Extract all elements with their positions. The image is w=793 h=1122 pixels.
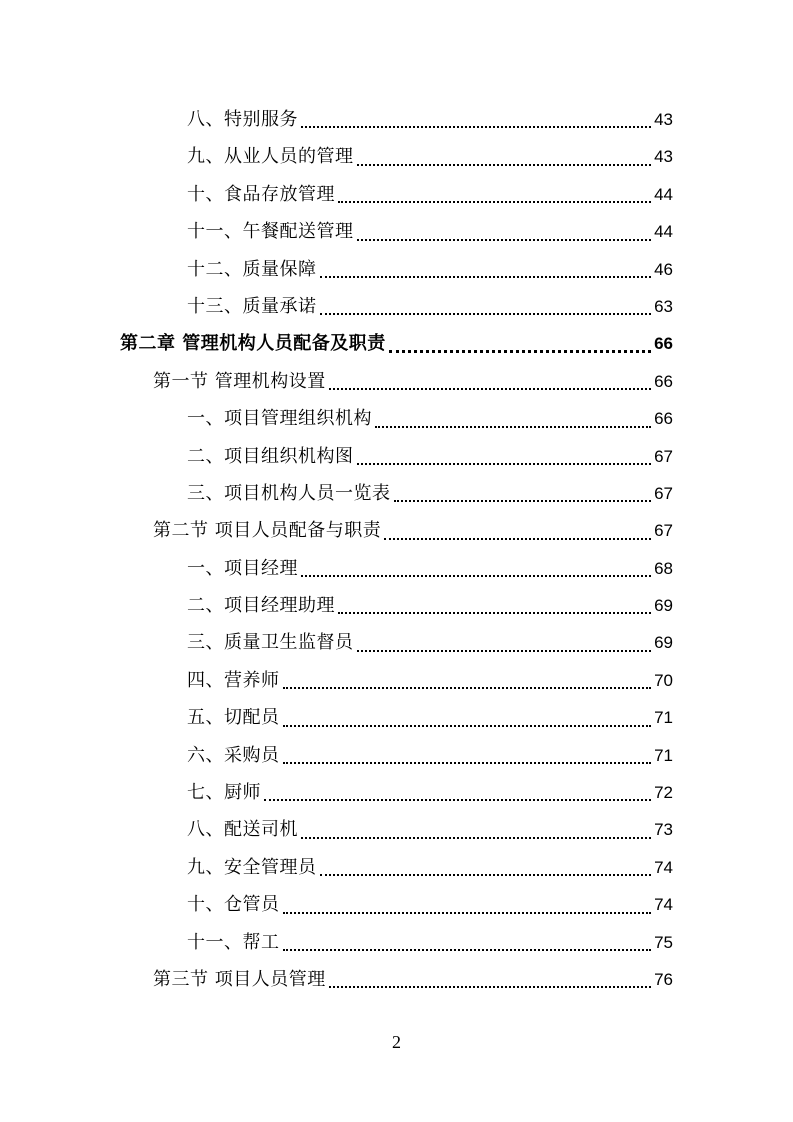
toc-entry-page-number: 43 xyxy=(654,110,673,129)
toc-item-entry[interactable] xyxy=(0,400,793,437)
toc-entry-title: 第二节 项目人员配备与职责 xyxy=(153,520,382,542)
toc-entry-title: 九、安全管理员 xyxy=(187,856,317,878)
toc-chapter-entry[interactable] xyxy=(0,325,793,362)
toc-dot-leader xyxy=(320,849,652,886)
toc-entry-page-number: 66 xyxy=(654,409,673,429)
toc-entry-title: 十、食品存放管理 xyxy=(187,183,335,205)
toc-dot-leader xyxy=(301,811,651,848)
toc-entry-page-number: 63 xyxy=(654,296,673,316)
toc-entry-page-number: 44 xyxy=(654,222,673,242)
toc-dot-leader xyxy=(338,587,651,624)
toc-entry-page-number: 43 xyxy=(654,147,673,167)
toc-dot-leader xyxy=(389,325,651,362)
toc-dot-leader xyxy=(357,438,652,475)
toc-section-entry[interactable] xyxy=(0,512,793,549)
toc-dot-leader xyxy=(384,512,651,549)
toc-item-entry[interactable] xyxy=(0,624,793,661)
toc-entry-title: 一、项目经理 xyxy=(187,557,298,579)
table-of-contents xyxy=(0,101,793,998)
toc-entry-page-number: 67 xyxy=(654,521,673,541)
toc-item-entry[interactable] xyxy=(0,138,793,175)
toc-entry-page-number: 74 xyxy=(654,895,673,915)
toc-entry-title: 三、质量卫生监督员 xyxy=(187,632,354,654)
toc-dot-leader xyxy=(329,363,651,400)
toc-entry-page-number: 76 xyxy=(654,969,673,989)
toc-dot-leader xyxy=(357,138,652,175)
toc-item-entry[interactable] xyxy=(0,849,793,886)
toc-entry-page-number: 46 xyxy=(654,259,673,279)
toc-item-entry[interactable] xyxy=(0,475,793,512)
toc-item-entry[interactable] xyxy=(0,811,793,848)
toc-entry-title: 十三、质量承诺 xyxy=(187,295,317,317)
toc-entry-title: 二、项目经理助理 xyxy=(187,595,335,617)
toc-item-entry[interactable] xyxy=(0,699,793,736)
toc-entry-title: 六、采购员 xyxy=(187,744,280,766)
toc-item-entry[interactable] xyxy=(0,288,793,325)
toc-entry-page-number: 72 xyxy=(654,783,673,803)
toc-entry-title: 一、项目管理组织机构 xyxy=(187,408,372,430)
toc-entry-page-number: 71 xyxy=(654,708,673,728)
toc-entry-page-number: 70 xyxy=(654,670,673,690)
toc-entry-title: 第三节 项目人员管理 xyxy=(153,968,326,990)
toc-item-entry[interactable] xyxy=(0,662,793,699)
toc-entry-page-number: 44 xyxy=(654,184,673,204)
toc-entry-title: 十二、质量保障 xyxy=(187,258,317,280)
toc-item-entry[interactable] xyxy=(0,438,793,475)
toc-dot-leader xyxy=(264,774,651,811)
toc-section-entry[interactable] xyxy=(0,961,793,998)
toc-entry-page-number: 69 xyxy=(654,633,673,653)
toc-dot-leader xyxy=(357,624,652,661)
toc-entry-page-number: 66 xyxy=(654,371,673,391)
toc-entry-title: 十一、午餐配送管理 xyxy=(187,221,354,243)
toc-dot-leader xyxy=(283,737,652,774)
toc-entry-page-number: 68 xyxy=(654,558,673,578)
toc-entry-page-number: 69 xyxy=(654,596,673,616)
page-number: 2 xyxy=(392,1032,401,1052)
toc-entry-title: 十一、帮工 xyxy=(187,931,280,953)
toc-entry-title: 五、切配员 xyxy=(187,707,280,729)
toc-item-entry[interactable] xyxy=(0,774,793,811)
toc-entry-page-number: 67 xyxy=(654,446,673,466)
toc-entry-title: 八、配送司机 xyxy=(187,819,298,841)
toc-entry-title: 三、项目机构人员一览表 xyxy=(187,482,391,504)
toc-entry-title: 七、厨师 xyxy=(187,782,261,804)
toc-item-entry[interactable] xyxy=(0,737,793,774)
toc-item-entry[interactable] xyxy=(0,550,793,587)
toc-entry-title: 二、项目组织机构图 xyxy=(187,445,354,467)
toc-dot-leader xyxy=(283,699,652,736)
toc-entry-title: 九、从业人员的管理 xyxy=(187,146,354,168)
toc-dot-leader xyxy=(283,662,652,699)
toc-entry-title: 第二章 管理机构人员配备及职责 xyxy=(120,333,386,355)
toc-entry-page-number: 74 xyxy=(654,857,673,877)
toc-entry-page-number: 67 xyxy=(654,483,673,503)
toc-item-entry[interactable] xyxy=(0,213,793,250)
toc-dot-leader xyxy=(283,924,652,961)
toc-dot-leader xyxy=(320,251,652,288)
toc-dot-leader xyxy=(320,288,652,325)
toc-dot-leader xyxy=(329,961,651,998)
toc-item-entry[interactable] xyxy=(0,176,793,213)
toc-item-entry[interactable] xyxy=(0,101,793,138)
toc-item-entry[interactable] xyxy=(0,587,793,624)
toc-entry-page-number: 71 xyxy=(654,745,673,765)
toc-item-entry[interactable] xyxy=(0,886,793,923)
toc-entry-page-number: 66 xyxy=(654,334,673,354)
toc-entry-title: 十、仓管员 xyxy=(187,894,280,916)
toc-item-entry[interactable] xyxy=(0,251,793,288)
toc-dot-leader xyxy=(375,400,651,437)
toc-dot-leader xyxy=(301,101,651,138)
toc-entry-title: 四、营养师 xyxy=(187,669,280,691)
toc-dot-leader xyxy=(301,550,651,587)
toc-dot-leader xyxy=(357,213,652,250)
toc-dot-leader xyxy=(283,886,652,923)
toc-entry-title: 八、特别服务 xyxy=(187,109,298,130)
toc-dot-leader xyxy=(394,475,652,512)
toc-section-entry[interactable] xyxy=(0,363,793,400)
toc-entry-page-number: 75 xyxy=(654,932,673,952)
toc-entry-title: 第一节 管理机构设置 xyxy=(153,370,326,392)
toc-item-entry[interactable] xyxy=(0,924,793,961)
toc-entry-page-number: 73 xyxy=(654,820,673,840)
toc-dot-leader xyxy=(338,176,651,213)
